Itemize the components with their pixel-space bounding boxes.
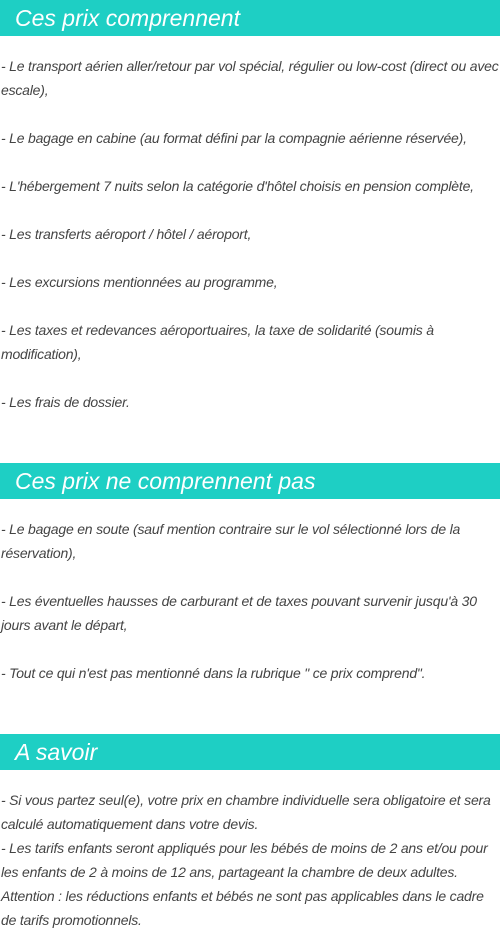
excluded-item-hold-bag: - Le bagage en soute (sauf mention contraire sur le vol sélectionné lors de la réservation), [1, 521, 461, 561]
included-item-excursions: - Les excursions mentionnées au programme, [1, 274, 278, 290]
included-item-transfers: - Les transferts aéroport / hôtel / aéroport, [1, 226, 252, 242]
included-item-fees: - Les frais de dossier. [1, 394, 130, 410]
info-item-single-room: - Si vous partez seul(e), votre prix en chambre individuelle sera obligatoire et sera calculé automatiquement dans votre devis. [1, 792, 491, 832]
included-item-transport: - Le transport aérien aller/retour par vol spécial, régulier ou low-cost (direct ou avec escale), [1, 58, 499, 98]
section-header-good-to-know: A savoir [0, 734, 500, 770]
excluded-item-fuel-surcharge: - Les éventuelles hausses de carburant et de taxes pouvant survenir jusqu'à 30 jours avant le départ, [1, 593, 477, 633]
included-item-accommodation: - L'hébergement 7 nuits selon la catégorie d'hôtel choisis en pension complète, [1, 178, 474, 194]
section-header-not-included: Ces prix ne comprennent pas [0, 463, 500, 499]
excluded-item-other: - Tout ce qui n'est pas mentionné dans la rubrique " ce prix comprend". [1, 665, 426, 681]
included-item-taxes: - Les taxes et redevances aéroportuaires, la taxe de solidarité (soumis à modification), [1, 322, 434, 362]
info-item-warning: Attention : les réductions enfants et bébés ne sont pas applicables dans le cadre de tarifs promotionnels. [1, 888, 484, 928]
section-header-included: Ces prix comprennent [0, 0, 500, 36]
included-item-cabin-bag: - Le bagage en cabine (au format défini par la compagnie aérienne réservée), [1, 130, 467, 146]
info-item-child-rates: - Les tarifs enfants seront appliqués pour les bébés de moins de 2 ans et/ou pour les enfants de 2 à moins de 12 ans, partageant la chambre de deux adultes. [1, 840, 488, 880]
